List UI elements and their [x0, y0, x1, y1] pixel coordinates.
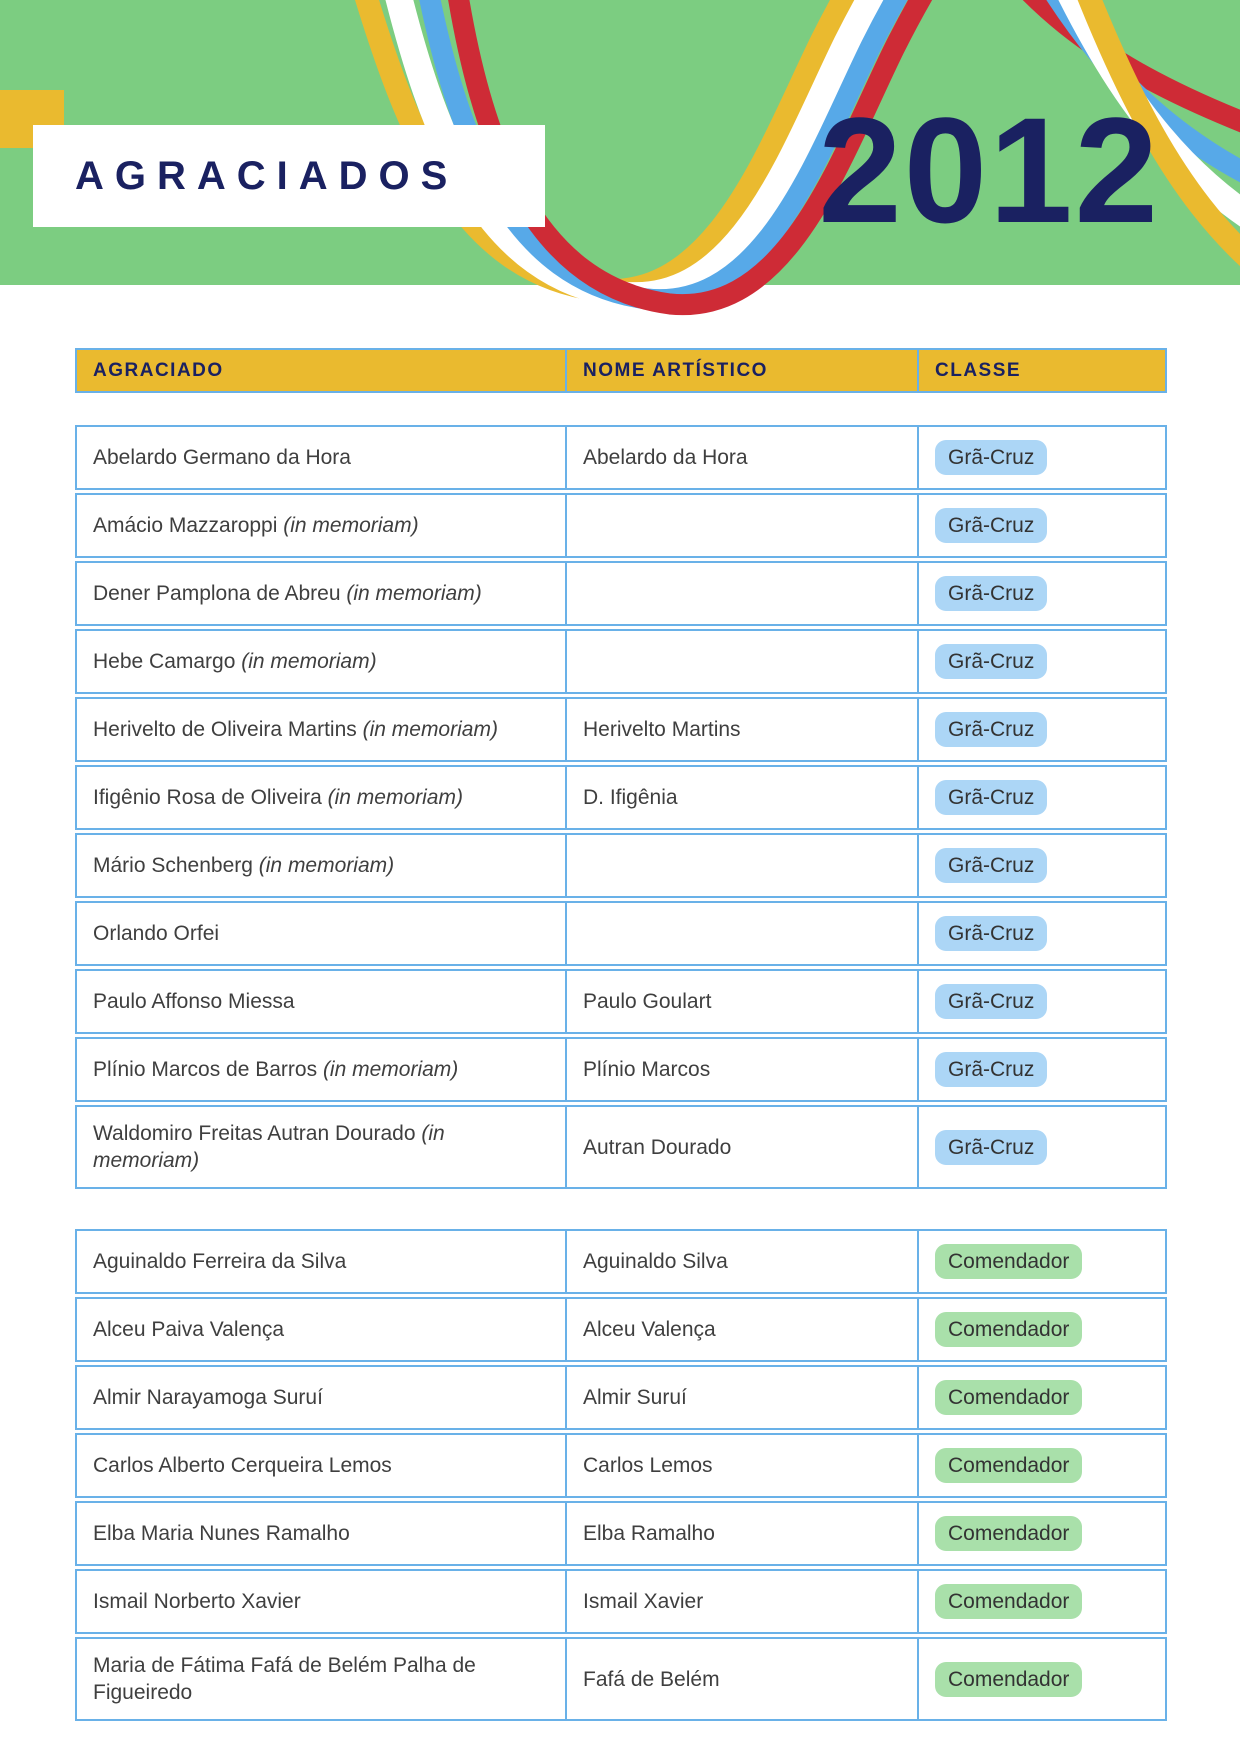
class-cell — [917, 1299, 1165, 1360]
honoree-name: Herivelto de Oliveira Martins (in memoriam) — [93, 718, 498, 741]
artistic-name: Alceu Valença — [583, 1318, 716, 1341]
class-badge: Grã-Cruz — [935, 984, 1047, 1019]
honoree-name: Mário Schenberg (in memoriam) — [93, 854, 395, 877]
honoree-name-cell — [77, 427, 565, 488]
table-row — [75, 629, 1167, 694]
artistic-name-cell — [565, 1299, 917, 1360]
table-row — [75, 1037, 1167, 1102]
table-row — [75, 765, 1167, 830]
honoree-name-cell — [77, 767, 565, 828]
honoree-name-cell — [77, 903, 565, 964]
class-cell — [917, 1503, 1165, 1564]
class-badge: Grã-Cruz — [935, 848, 1047, 883]
table-row — [75, 1365, 1167, 1430]
column-header-agraciado: AGRACIADO — [93, 359, 224, 381]
artistic-name: Herivelto Martins — [583, 718, 741, 741]
artistic-name-cell — [565, 1435, 917, 1496]
artistic-name-cell — [565, 699, 917, 760]
honoree-name-cell — [77, 971, 565, 1032]
table-row — [75, 1433, 1167, 1498]
content — [0, 348, 1167, 1721]
class-badge: Comendador — [935, 1244, 1082, 1279]
in-memoriam-note: (in memoriam) — [322, 1058, 459, 1081]
honoree-name-cell — [77, 1107, 565, 1187]
title-box — [33, 125, 545, 227]
honoree-name-cell — [77, 563, 565, 624]
honoree-name: Hebe Camargo (in memoriam) — [93, 650, 377, 673]
honoree-name-cell — [77, 1503, 565, 1564]
class-badge: Grã-Cruz — [935, 780, 1047, 815]
class-cell — [917, 1231, 1165, 1292]
year-label: 2012 — [818, 86, 1160, 254]
class-badge: Comendador — [935, 1312, 1082, 1347]
class-cell — [917, 1435, 1165, 1496]
artistic-name: Ismail Xavier — [583, 1590, 704, 1613]
artistic-name-cell — [565, 1039, 917, 1100]
artistic-name-cell — [565, 767, 917, 828]
artistic-name-cell — [565, 1107, 917, 1187]
honoree-name-cell — [77, 1299, 565, 1360]
artistic-name-cell — [565, 971, 917, 1032]
honoree-name: Dener Pamplona de Abreu (in memoriam) — [93, 582, 482, 605]
honoree-name: Amácio Mazzaroppi (in memoriam) — [93, 514, 419, 537]
artistic-name: Carlos Lemos — [583, 1454, 713, 1477]
table-row — [75, 1229, 1167, 1294]
class-cell — [917, 1639, 1165, 1719]
class-cell — [917, 1571, 1165, 1632]
honoree-name: Plínio Marcos de Barros (in memoriam) — [93, 1058, 459, 1081]
artistic-name: Almir Suruí — [583, 1386, 687, 1409]
table-row — [75, 833, 1167, 898]
honorees-table — [75, 1229, 1167, 1721]
in-memoriam-note: (in memoriam) — [346, 582, 482, 605]
honoree-name-cell — [77, 1571, 565, 1632]
page-title: AGRACIADOS — [75, 153, 459, 198]
honoree-name-cell — [77, 1231, 565, 1292]
table-row — [75, 1501, 1167, 1566]
honoree-name: Orlando Orfei — [93, 922, 220, 945]
artistic-name: D. Ifigênia — [583, 786, 678, 809]
table-row — [75, 969, 1167, 1034]
class-badge: Grã-Cruz — [935, 712, 1047, 747]
honoree-name: Almir Narayamoga Suruí — [93, 1386, 323, 1409]
class-badge: Comendador — [935, 1662, 1082, 1697]
artistic-name-cell — [565, 1503, 917, 1564]
class-cell — [917, 971, 1165, 1032]
artistic-name-cell — [565, 835, 917, 896]
table-row — [75, 901, 1167, 966]
class-cell — [917, 1039, 1165, 1100]
in-memoriam-note: (in memoriam) — [258, 854, 395, 877]
artistic-name: Aguinaldo Silva — [583, 1250, 728, 1273]
honorees-table — [75, 425, 1167, 1189]
class-badge: Grã-Cruz — [935, 916, 1047, 951]
class-badge: Grã-Cruz — [935, 576, 1047, 611]
honoree-name: Waldomiro Freitas Autran Dourado (in memoriam) — [93, 1122, 445, 1172]
honoree-name-cell — [77, 495, 565, 556]
artistic-name-cell — [565, 495, 917, 556]
honoree-groups — [75, 425, 1167, 1721]
class-cell — [917, 767, 1165, 828]
class-cell — [917, 495, 1165, 556]
class-cell — [917, 427, 1165, 488]
artistic-name-cell — [565, 1231, 917, 1292]
in-memoriam-note: (in memoriam) — [241, 650, 377, 673]
class-badge: Comendador — [935, 1448, 1082, 1483]
artistic-name: Elba Ramalho — [583, 1522, 715, 1545]
honoree-name: Abelardo Germano da Hora — [93, 446, 351, 469]
artistic-name: Fafá de Belém — [583, 1667, 720, 1691]
honoree-name: Maria de Fátima Fafá de Belém Palha de Figueiredo — [93, 1654, 476, 1704]
class-badge: Grã-Cruz — [935, 440, 1047, 475]
artistic-name-cell — [565, 563, 917, 624]
class-badge: Grã-Cruz — [935, 1130, 1047, 1165]
table-header-row — [75, 348, 1167, 393]
artistic-name: Plínio Marcos — [583, 1058, 711, 1081]
column-header-nome-artistico: NOME ARTÍSTICO — [565, 350, 917, 391]
table-row — [75, 425, 1167, 490]
class-badge: Grã-Cruz — [935, 644, 1047, 679]
class-badge: Comendador — [935, 1516, 1082, 1551]
class-cell — [917, 835, 1165, 896]
table-row — [75, 1297, 1167, 1362]
class-badge: Grã-Cruz — [935, 508, 1047, 543]
artistic-name: Paulo Goulart — [583, 990, 712, 1013]
honoree-name: Elba Maria Nunes Ramalho — [93, 1522, 350, 1545]
class-cell — [917, 699, 1165, 760]
class-cell — [917, 903, 1165, 964]
artistic-name: Abelardo da Hora — [583, 446, 748, 469]
column-header-classe: CLASSE — [917, 350, 1165, 391]
honoree-name-cell — [77, 1435, 565, 1496]
class-cell — [917, 631, 1165, 692]
artistic-name-cell — [565, 631, 917, 692]
artistic-name-cell — [565, 1571, 917, 1632]
table-row — [75, 561, 1167, 626]
in-memoriam-note: (in memoriam) — [283, 514, 419, 537]
class-cell — [917, 1367, 1165, 1428]
class-cell — [917, 1107, 1165, 1187]
honoree-name-cell — [77, 1039, 565, 1100]
artistic-name-cell — [565, 1639, 917, 1719]
artistic-name-cell — [565, 1367, 917, 1428]
artistic-name: Autran Dourado — [583, 1135, 732, 1159]
banner — [0, 0, 1240, 345]
honoree-name: Carlos Alberto Cerqueira Lemos — [93, 1454, 392, 1477]
in-memoriam-note: (in memoriam) — [362, 718, 498, 741]
in-memoriam-note: (in memoriam) — [93, 1122, 445, 1172]
artistic-name-cell — [565, 903, 917, 964]
table-row — [75, 1105, 1167, 1189]
class-cell — [917, 563, 1165, 624]
class-badge: Comendador — [935, 1380, 1082, 1415]
table-row — [75, 697, 1167, 762]
table-row — [75, 493, 1167, 558]
in-memoriam-note: (in memoriam) — [327, 786, 463, 809]
class-badge: Grã-Cruz — [935, 1052, 1047, 1087]
honoree-name: Alceu Paiva Valença — [93, 1318, 285, 1341]
honoree-name: Aguinaldo Ferreira da Silva — [93, 1250, 347, 1273]
honoree-name-cell — [77, 835, 565, 896]
honoree-name-cell — [77, 699, 565, 760]
honoree-name: Ifigênio Rosa de Oliveira (in memoriam) — [93, 786, 463, 809]
honoree-name-cell — [77, 631, 565, 692]
artistic-name-cell — [565, 427, 917, 488]
table-row — [75, 1637, 1167, 1721]
table-row — [75, 1569, 1167, 1634]
honoree-name-cell — [77, 1367, 565, 1428]
honoree-name: Paulo Affonso Miessa — [93, 990, 295, 1013]
honoree-name-cell — [77, 1639, 565, 1719]
honoree-name: Ismail Norberto Xavier — [93, 1590, 301, 1613]
class-badge: Comendador — [935, 1584, 1082, 1619]
